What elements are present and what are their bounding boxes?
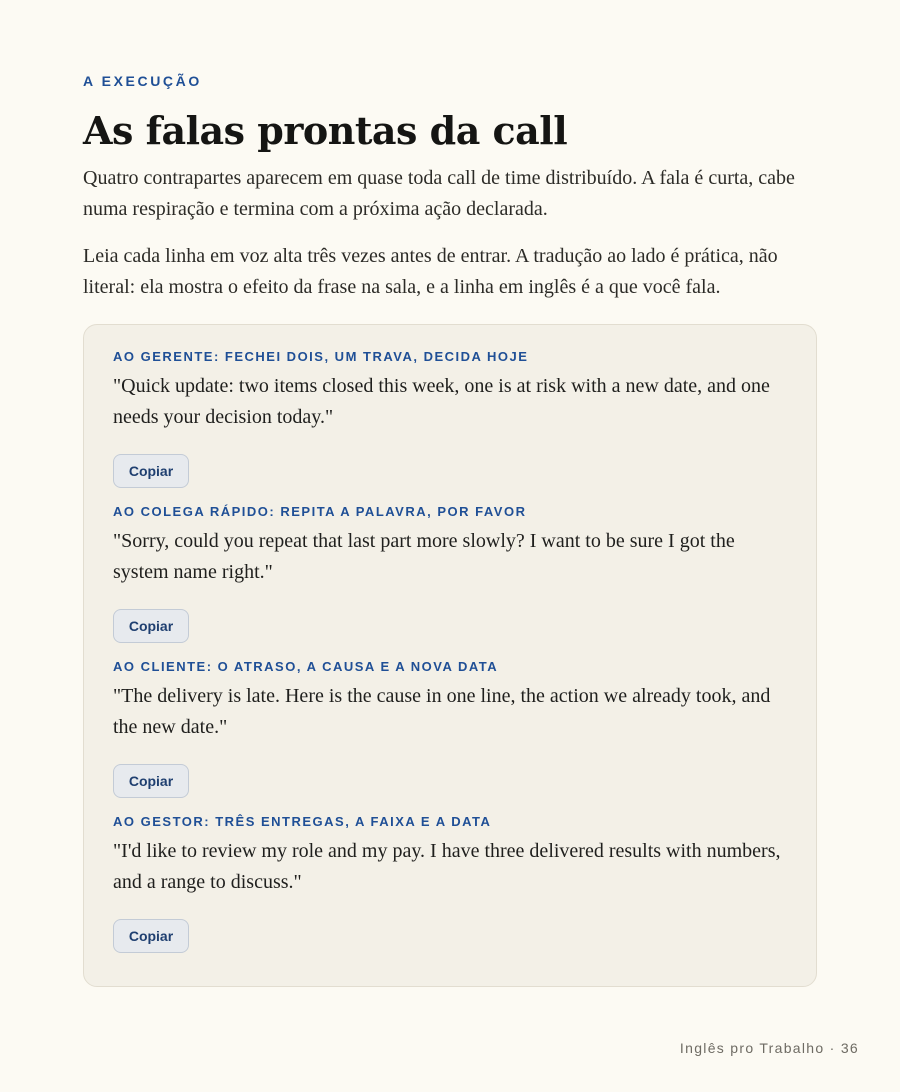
- phrases-card: [83, 324, 817, 987]
- phrase-label: AO CLIENTE: O ATRASO, A CAUSA E A NOVA DATA: [113, 659, 499, 674]
- copy-button[interactable]: Copiar: [113, 454, 189, 488]
- phrase-quote: "The delivery is late. Here is the cause in one line, the action we already took, and the new date.": [113, 685, 771, 738]
- copy-button[interactable]: Copiar: [113, 919, 189, 953]
- phrase-quote: "Sorry, could you repeat that last part more slowly? I want to be sure I got the system name right.": [113, 530, 735, 583]
- copy-button[interactable]: Copiar: [113, 764, 189, 798]
- copy-button[interactable]: Copiar: [113, 609, 189, 643]
- page-title: As falas prontas da call: [83, 108, 568, 153]
- phrase-label: AO GERENTE: FECHEI DOIS, UM TRAVA, DECIDA HOJE: [113, 349, 529, 364]
- phrase-quote: "I'd like to review my role and my pay. I have three delivered results with numbers, and a range to discuss.": [113, 840, 781, 893]
- instruction-paragraph: Leia cada linha em voz alta três vezes antes de entrar. A tradução ao lado é prática, não literal: ela mostra o efeito da frase na sala, e a linha em inglês é a que você fala.: [83, 245, 778, 298]
- page-footer: Inglês pro Trabalho · 36: [679, 1040, 859, 1056]
- phrase-item: [113, 504, 793, 634]
- section-eyebrow: A EXECUÇÃO: [83, 73, 202, 89]
- phrase-label: AO GESTOR: TRÊS ENTREGAS, A FAIXA E A DATA: [113, 814, 492, 829]
- intro-paragraph: Quatro contrapartes aparecem em quase toda call de time distribuído. A fala é curta, cabe numa respiração e termina com a próxima ação declarada.: [83, 167, 795, 220]
- phrase-item: [113, 349, 793, 479]
- phrase-label: AO COLEGA RÁPIDO: REPITA A PALAVRA, POR FAVOR: [113, 504, 527, 519]
- phrase-item: [113, 814, 793, 944]
- phrase-quote: "Quick update: two items closed this week, one is at risk with a new date, and one needs your decision today.": [113, 375, 770, 428]
- phrase-item: [113, 659, 793, 789]
